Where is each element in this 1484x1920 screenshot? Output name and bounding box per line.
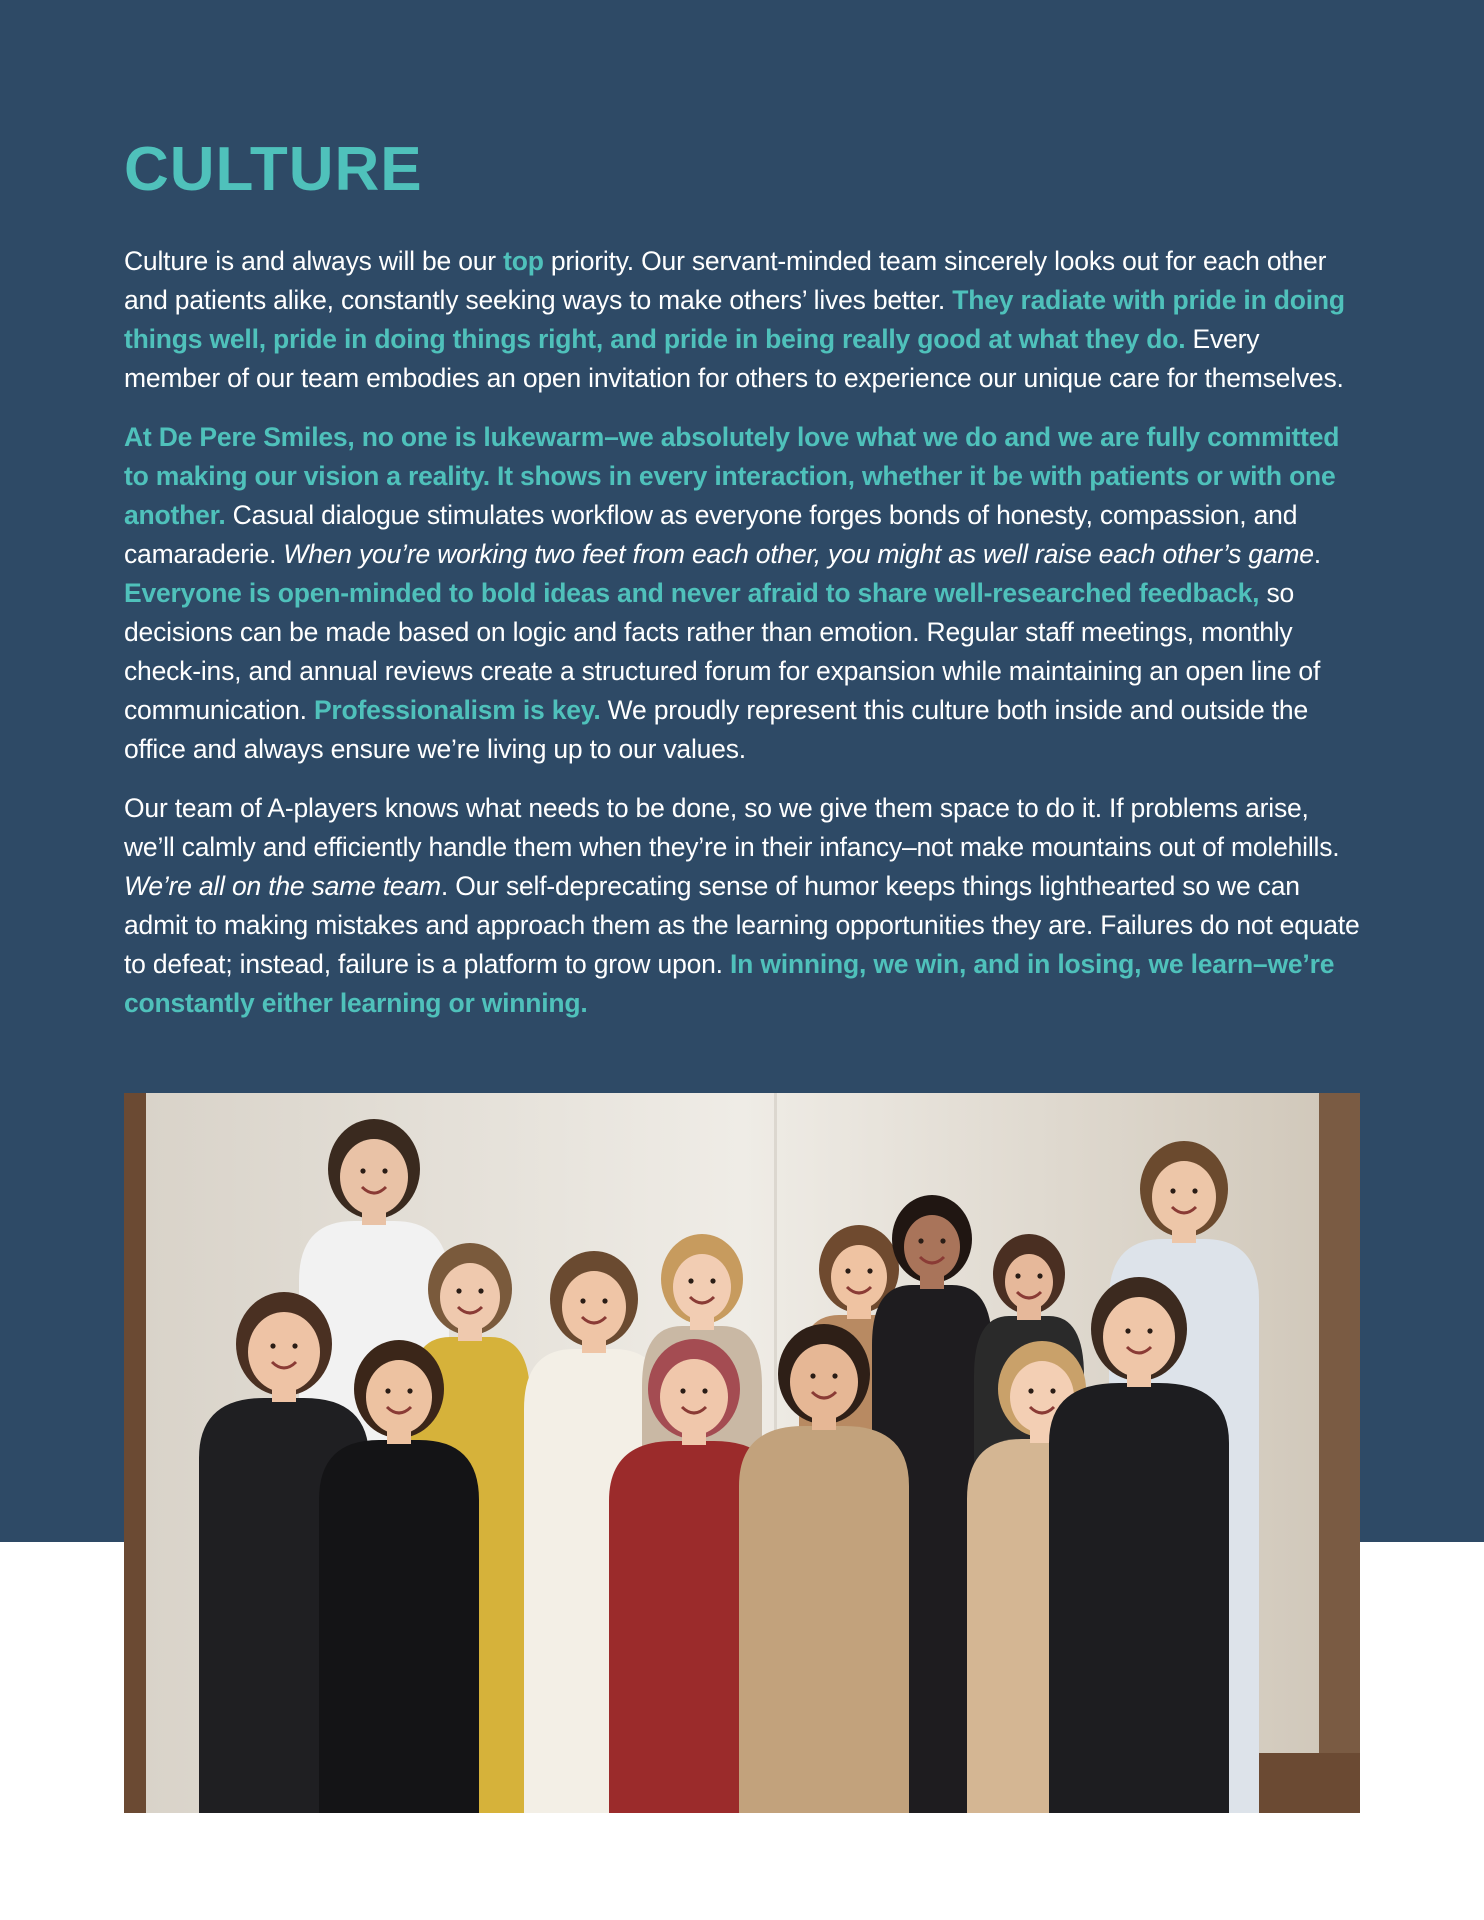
italic-text: We’re all on the same team xyxy=(124,871,441,901)
person-face xyxy=(1005,1254,1053,1310)
person-eye xyxy=(918,1238,923,1243)
person-face xyxy=(248,1312,320,1392)
person-eye xyxy=(1170,1188,1175,1193)
person-eye xyxy=(1147,1328,1152,1333)
person-eye xyxy=(810,1373,815,1378)
person-eye xyxy=(1050,1388,1055,1393)
paragraph-2 xyxy=(124,418,1361,769)
person-eye xyxy=(385,1388,390,1393)
culture-section xyxy=(124,130,1361,1043)
person-eye xyxy=(702,1388,707,1393)
person-eye xyxy=(688,1278,693,1283)
body-text-span: We proudly represent this culture both inside and outside the office and always ensure we’re living up to our values. xyxy=(124,695,1308,764)
paragraph-3 xyxy=(124,789,1361,1023)
person-eye xyxy=(940,1238,945,1243)
person-face xyxy=(366,1360,432,1434)
person-face xyxy=(562,1271,626,1343)
highlighted-text: Professionalism is key. xyxy=(313,695,601,725)
person-eye xyxy=(456,1288,461,1293)
person-eye xyxy=(832,1373,837,1378)
person-eye xyxy=(1015,1273,1020,1278)
person-eye xyxy=(270,1343,275,1348)
body-text xyxy=(124,242,1361,1023)
person-face xyxy=(660,1359,728,1435)
person-eye xyxy=(407,1388,412,1393)
body-text-span: Casual dialogue stimulates workflow as everyone forges bonds of honesty, compassion, and camaraderie. xyxy=(124,500,1298,569)
person-body xyxy=(739,1426,909,1813)
person-eye xyxy=(360,1168,365,1173)
person-eye xyxy=(580,1298,585,1303)
highlighted-text: In winning, we win, and in losing, we learn–we’re constantly either learning or winning. xyxy=(124,949,1335,1018)
body-text-span: priority. Our servant-minded team sincerely looks out for each other and patients alike, constantly seeking ways to make others’ lives better. xyxy=(124,246,1327,315)
paragraph-1 xyxy=(124,242,1361,398)
person-eye xyxy=(867,1268,872,1273)
person-face xyxy=(790,1344,858,1420)
person-eye xyxy=(602,1298,607,1303)
person-eye xyxy=(680,1388,685,1393)
person-eye xyxy=(1125,1328,1130,1333)
person-eye xyxy=(1037,1273,1042,1278)
person-eye xyxy=(845,1268,850,1273)
person-eye xyxy=(382,1168,387,1173)
person-face xyxy=(831,1245,887,1309)
italic-text: When you’re working two feet from each other, you might as well raise each other’s game xyxy=(283,539,1314,569)
person-face xyxy=(1152,1161,1216,1233)
person-eye xyxy=(1028,1388,1033,1393)
person-face xyxy=(440,1263,500,1331)
team-photo xyxy=(124,1093,1360,1813)
highlighted-text: At De Pere Smiles, no one is lukewarm–we absolutely love what we do and we are fully committed to making our vision a reality. It shows in every interaction, whether it be with patients or with one another. xyxy=(124,422,1340,530)
person-face xyxy=(904,1215,960,1279)
person-eye xyxy=(710,1278,715,1283)
person-eye xyxy=(292,1343,297,1348)
person-face xyxy=(340,1139,408,1215)
team-photo-illustration xyxy=(124,1093,1360,1813)
body-text-span: Every member of our team embodies an open invitation for others to experience our unique care for themselves. xyxy=(124,324,1344,393)
page-title: CULTURE xyxy=(124,135,423,204)
highlighted-text: They radiate with pride in doing things well, pride in doing things right, and pride in being really good at what they do. xyxy=(124,285,1345,354)
highlighted-text: Everyone is open-minded to bold ideas and never afraid to share well-researched feedback, xyxy=(124,578,1260,608)
body-text-span: so decisions can be made based on logic and facts rather than emotion. Regular staff meetings, monthly check-ins, and annual reviews create a structured forum for expansion while maintaining an open line of communication. xyxy=(124,578,1321,725)
body-text-span: Culture is and always will be our xyxy=(124,246,504,276)
person-body xyxy=(1049,1383,1229,1813)
body-text-span: . xyxy=(1313,539,1321,569)
highlighted-text: top xyxy=(503,246,544,276)
body-text-span: . Our self-deprecating sense of humor keeps things lighthearted so we can admit to making mistakes and approach them as the learning opportunities they are. Failures do not equate to defeat; instead, failure is a platform to grow upon. xyxy=(124,871,1360,979)
body-text-span: Our team of A-players knows what needs to be done, so we give them space to do it. If problems arise, we’ll calmly and efficiently handle them when they’re in their infancy–not make mountains out of molehills. xyxy=(124,793,1340,862)
person-body xyxy=(319,1440,479,1813)
person-face xyxy=(673,1254,731,1320)
person-eye xyxy=(1192,1188,1197,1193)
person-face xyxy=(1103,1297,1175,1377)
person-eye xyxy=(478,1288,483,1293)
